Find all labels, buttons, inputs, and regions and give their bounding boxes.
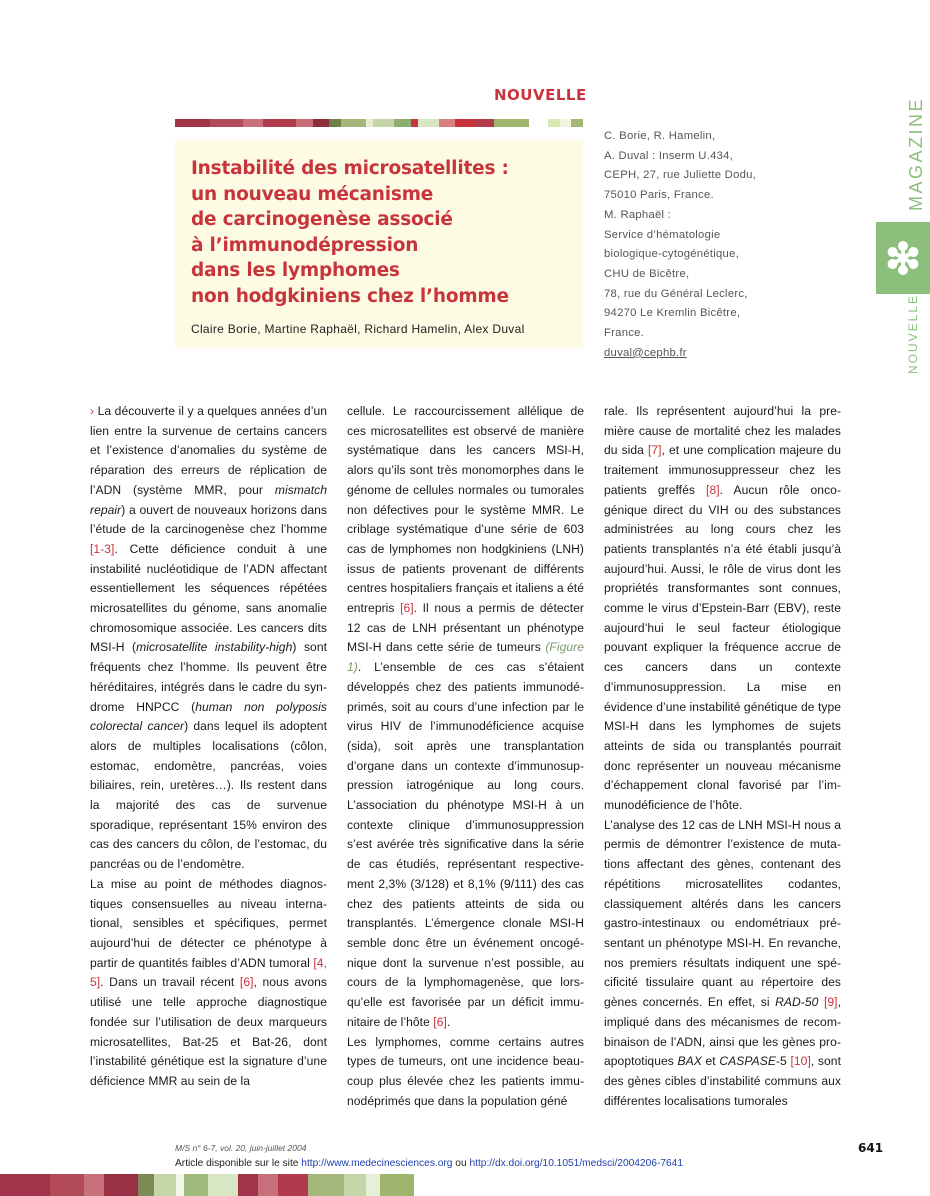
affiliation-line: A. Duval : Inserm U.434, [604, 149, 734, 162]
citation[interactable]: [6] [433, 1014, 447, 1029]
affiliation-line: biologique-cytogénétique, [604, 248, 740, 261]
stripe-segment [571, 119, 583, 127]
text-run: Article disponible sur le site [175, 1158, 302, 1169]
journal-reference: M/S n° 6-7, vol. 20, juin-juillet 2004 [175, 1143, 307, 1153]
article-title-line-6: non hodgkiniens chez l’homme [191, 285, 509, 307]
asterisk-icon [883, 238, 923, 278]
text-run: ou [452, 1158, 470, 1169]
affiliation-line: Service d’hématologie [604, 228, 721, 241]
gene-name: BAX [677, 1054, 702, 1069]
section-label: NOUVELLE [494, 86, 587, 104]
article-authors: Claire Borie, Martine Raphaël, Richard Hamelin, Alex Duval [191, 322, 525, 336]
article-title-line-1: Instabilité des microsatellites : [191, 158, 509, 179]
article-title-line-2: un nouveau mécanisme [191, 183, 434, 205]
article-title-line-5: dans les lymphomes [191, 260, 400, 281]
paragraph [90, 402, 327, 875]
gene-name: RAD-50 [775, 995, 819, 1010]
availability-notice [175, 1158, 683, 1169]
stripe-segment [84, 1174, 104, 1196]
article-title-line-3: de carcinogenèse associé [191, 209, 453, 230]
nouvelles-side-label: NOUVELLES [906, 283, 920, 374]
affiliation-line: France. [604, 327, 645, 340]
stripe-segment [366, 1174, 380, 1196]
chevron-marker-icon: › [90, 404, 95, 418]
stripe-segment [263, 119, 296, 127]
text-run: -5 [775, 1054, 791, 1069]
text-run: microsatellite instability-high [136, 640, 293, 655]
magazine-side-label: MAGAZINE [906, 96, 926, 211]
text-run: rale. Ils représentent aujourd’hui la première cause de mortalité chez les malades du sida [604, 404, 841, 458]
text-run: , et une complication majeure du traitement immunosuppresseur chez les patients greffés [604, 443, 841, 497]
affiliation-line: 94270 Le Kremlin Bicêtre, [604, 307, 741, 320]
citation[interactable]: [10] [790, 1054, 811, 1069]
article-title-line-4: à l’immunodépression [191, 234, 419, 256]
citation[interactable]: [1-3] [90, 541, 115, 556]
text-run: . [446, 1014, 451, 1029]
text-run: , sont des gènes cibles d’instabilité communs aux différentes localisations tumorales [604, 1054, 841, 1108]
decorative-color-stripe [175, 119, 583, 127]
citation[interactable]: [7] [647, 443, 662, 458]
stripe-segment [296, 119, 314, 127]
figure-reference[interactable]: (Figure 1) [347, 640, 584, 675]
text-run: et [701, 1054, 720, 1069]
author-email-link[interactable]: duval@cephb.fr [604, 346, 687, 359]
stripe-segment [184, 1174, 208, 1196]
stripe-segment [308, 1174, 344, 1196]
stripe-segment [548, 119, 560, 127]
paragraph: Les lymphomes, comme certains autres types de tumeurs, ont une incidence beaucoup plus élevée chez les patients immunodéprimés que dans la population géné [347, 1034, 584, 1108]
text-run: . Il nous a permis de détecter 12 cas de LNH présentant un phénotype MSI-H dans cette série de tumeurs [347, 601, 584, 655]
stripe-segment [154, 1174, 176, 1196]
affiliation-line: CHU de Bicêtre, [604, 267, 690, 280]
stripe-segment [344, 1174, 366, 1196]
text-run: . Cette déficience conduit à une instabilité nucléotidique de l’ADN affectant essentiellement les séquences répétées microsatellites du génome, sans anomalie chromosomique associée. Les cancers dits MSI-H ( [90, 541, 327, 655]
citation[interactable]: [8] [706, 482, 720, 497]
stripe-segment [380, 1174, 414, 1196]
text-run: La découverte il y a quelques années d’un lien entre la survenue de certains cancers et l’existence d’anomalies du système de réparation des erreurs de réplication de l’ADN (système MMR, pour [90, 404, 327, 497]
stripe-segment [341, 119, 366, 127]
text-run: . Aucun rôle oncogénique direct du VIH ou des substances administrées au long cours chez les patients transplantés n’a été établi jusqu’à aujourd’hui. Aussi, le rôle de virus dont les propriétés transformantes sont connues, comme le virus d’Epstein-Barr (EBV), reste aujourd’hui le seul facteur étiologique pouvant expliquer la fréquence accrue de ces cancers dans un contexte d’immunosuppression. La mise en évidence d’une instabilité génétique de type MSI-H dans les lymphomes de sujets atteints de sida ou transplantés pourrait donc représenter un nouveau mécanisme d’échappement clonal favorisé par l’immunodéficience de l’hôte. [604, 482, 841, 813]
body-column-3 [604, 402, 841, 1111]
paragraph [90, 875, 327, 1092]
text-run: ) dans lequel ils adoptent alors de multiples localisations (côlon, estomac, endomètre, pancréas, voies biliaires, rein, uretères…). Ils restent dans la majorité des cas de survenue sporadique, représentant 15% environ des cas des cancers du côlon, de l’estomac, du pancréas ou de l’endomètre. [90, 719, 327, 872]
title-box [175, 140, 583, 348]
stripe-segment [439, 119, 455, 127]
affiliation-line: CEPH, 27, rue Juliette Dodu, [604, 169, 757, 182]
text-run: . L’ensemble de ces cas s’étaient développés chez des patients immunodéprimés, soit au cours d’une infection par le virus HIV de l’immunodéficience acquise (sida), soit après une transplantation d’organe dans un contexte d’immunosuppression iatrogénique au long cours. L’association du phénotype MSI-H à un contexte clinique d’immunosuppression s’est avérée très significative dans la série de cas étudiés, représentant respectivement 2,3% (3/128) et 8,1% (9/111) des cas chez des patients atteints de sida ou transplantés. L’émergence clonale MSI-H semble donc être un événement oncogénique dont la survenue n’est possible, au cours de la lymphomagenèse, que lorsqu’elle est favorisée par un déficit immunitaire de l’hôte [347, 660, 584, 1029]
stripe-segment [313, 119, 329, 127]
paragraph [347, 402, 584, 1033]
stripe-segment [418, 119, 439, 127]
stripe-segment [560, 119, 571, 127]
citation[interactable]: [9] [823, 995, 838, 1010]
stripe-segment [329, 119, 341, 127]
doi-link[interactable]: http://dx.doi.org/10.1051/medsci/2004206-7641 [469, 1158, 683, 1169]
text-run: ) sont fréquents chez l’homme. Ils peuvent être héréditaires, intégrés dans le cadre du syndrome HNPCC ( [90, 640, 328, 714]
paragraph [604, 816, 841, 1112]
stripe-segment [210, 119, 243, 127]
text-run: ) a ouvert de nouveaux horizons dans l’étude de la carcinogenèse chez l’homme [90, 502, 327, 537]
stripe-segment [411, 119, 418, 127]
stripe-segment [175, 119, 210, 127]
stripe-segment [104, 1174, 138, 1196]
stripe-segment [176, 1174, 184, 1196]
text-run: mismatch repair [90, 482, 327, 517]
stripe-segment [50, 1174, 84, 1196]
affiliation-line: C. Borie, R. Hamelin, [604, 130, 716, 142]
stripe-segment [394, 119, 412, 127]
stripe-segment [366, 119, 373, 127]
stripe-segment [238, 1174, 258, 1196]
stripe-segment [373, 119, 394, 127]
paragraph [604, 402, 841, 816]
text-run: . Dans un travail récent [100, 975, 240, 990]
body-column-2 [347, 402, 584, 1111]
page-number: 641 [858, 1141, 884, 1155]
stripe-segment [208, 1174, 238, 1196]
stripe-segment [0, 1174, 50, 1196]
text-run: L’analyse des 12 cas de LNH MSI-H nous a permis de démontrer l’existence de mutations affectant des gènes, contenant des répétitions microsatellites codantes, classiquement altérés dans les cancers gastro-intestinaux ou endométriaux présentant un phénotype MSI-H. En revanche, nos premiers résultats indiquent une spécificité tissulaire quant au répertoire des gènes concernés. En effet, si [604, 817, 841, 1010]
stripe-segment [258, 1174, 278, 1196]
text-run: human non polyposis colorectal cancer [90, 699, 327, 734]
stripe-segment [243, 119, 262, 127]
author-affiliation [604, 127, 756, 363]
text-run: cellule. Le raccourcissement allélique de ces microsatellites est observé de manière systématique dans les cancers MSI-H, alors qu’ils sont très monomorphes dans le génome de cellules normales ou tumorales non défectives pour le système MMR. Le criblage systématique d’une série de 603 cas de lymphomes non hodgkiniens (LNH) issus de patients provenant de différents centres hospitaliers français et italiens a été entrepris [347, 404, 584, 616]
stripe-segment [494, 119, 529, 127]
section-badge [876, 222, 930, 294]
stripe-segment [529, 119, 548, 127]
body-column-1 [90, 402, 327, 1092]
affiliation-line: 75010 Paris, France. [604, 189, 714, 202]
text-run: La mise au point de méthodes diagnostiques consensuelles au niveau international, sensibles et spécifiques, permet aujourd’hui de détecter ce phénotype à partir de quantités faibles d’ADN tumoral [90, 876, 327, 970]
journal-site-link[interactable]: http://www.medecinesciences.org [301, 1158, 453, 1169]
affiliation-line: M. Raphaël : [604, 208, 672, 221]
citation[interactable]: [6] [400, 601, 414, 616]
stripe-segment [455, 119, 476, 127]
affiliation-line: 78, rue du Général Leclerc, [604, 287, 748, 300]
citation[interactable]: [6] [239, 975, 254, 990]
stripe-segment [476, 119, 494, 127]
decorative-bottom-stripe [0, 1174, 414, 1196]
text-run: , nous avons utilisé une telle approche diagnostique fondée sur l’utilisation de deux marqueurs microsatellites, Bat-25 et Bat-26, dont l’instabilité génétique est la signature d’une déficience MMR au sein de la [90, 975, 327, 1088]
stripe-segment [138, 1174, 154, 1196]
text-run: , impliqué dans des mécanismes de recombinaison de l’ADN, ainsi que les gènes pro-apoptotiques [604, 995, 841, 1069]
citation[interactable]: [4, 5] [90, 955, 327, 990]
gene-name: CASPASE [719, 1054, 776, 1069]
stripe-segment [278, 1174, 308, 1196]
article-body [90, 402, 841, 1122]
